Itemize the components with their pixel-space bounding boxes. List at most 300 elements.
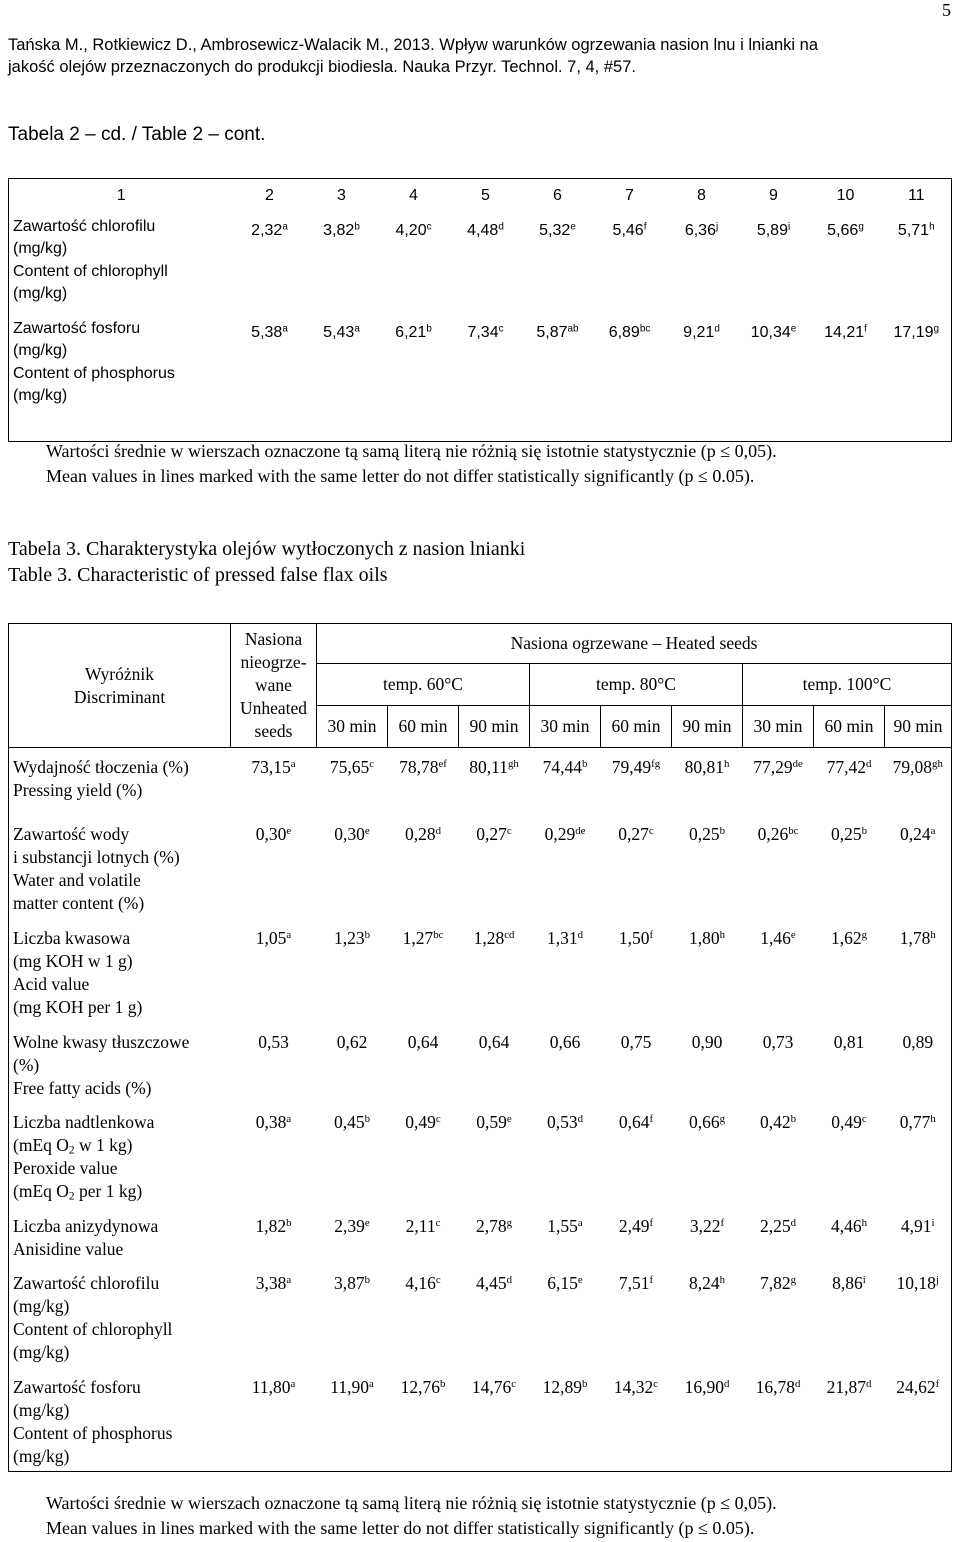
col-number: 7 (625, 187, 634, 204)
value: 5,46 (612, 221, 644, 239)
value-cell (450, 208, 522, 310)
significance-letter: d (865, 1377, 872, 1390)
value: 0,64 (478, 1031, 510, 1052)
row-label-line: Zawartość chlorofilu (13, 1272, 160, 1293)
table-row (9, 1368, 952, 1472)
row-label-line: Zawartość fosforu (13, 319, 141, 337)
value: 9,21 (683, 323, 715, 341)
discriminant-header-line: Discriminant (73, 686, 166, 707)
value: 0,49 (405, 1111, 436, 1132)
value-cell (530, 1368, 601, 1472)
discriminant-header-line: Wyróżnik (85, 663, 154, 684)
significance-letter: b (439, 1377, 446, 1390)
value: 10,18 (896, 1272, 936, 1293)
value-cell (601, 1023, 672, 1103)
value: 0,64 (618, 1111, 650, 1132)
table3-note-pl: Wartości średnie w wierszach oznaczone tą samą literą nie różnią się istotnie statystycznie (p ≤ 0,05). (46, 1493, 777, 1513)
significance-letter: a (368, 1377, 374, 1390)
value-cell (672, 815, 743, 919)
significance-letter: f (864, 323, 867, 335)
value: 80,81 (684, 757, 724, 777)
value-cell (743, 1368, 814, 1472)
value: 12,76 (400, 1376, 440, 1397)
value: 74,44 (542, 757, 582, 777)
row-label (9, 208, 234, 310)
value: 5,32 (539, 221, 571, 239)
value-cell (885, 1023, 952, 1103)
row-label-line: Liczba anizydynowa (13, 1215, 159, 1236)
significance-letter: c (435, 1216, 441, 1229)
row-label-line: Wydajność tłoczenia (%) (13, 757, 189, 777)
time-header: 90 min (885, 706, 952, 748)
value: 2,78 (475, 1215, 507, 1236)
row-label-line: Acid value (13, 973, 90, 994)
value-cell (743, 815, 814, 919)
value-cell (388, 815, 459, 919)
value-cell (530, 1103, 601, 1207)
value: 8,24 (688, 1272, 720, 1293)
value: 1,80 (688, 927, 720, 948)
col-number: 9 (769, 187, 778, 204)
significance-letter: gh (507, 758, 519, 771)
value: 24,62 (896, 1376, 936, 1397)
value: 14,32 (613, 1376, 654, 1397)
significance-letter: fg (651, 758, 661, 771)
significance-letter: b (364, 1112, 371, 1125)
value: 1,55 (547, 1215, 578, 1236)
significance-letter: h (723, 758, 730, 771)
value: 5,87 (536, 323, 568, 341)
significance-letter: d (723, 1377, 730, 1390)
value-cell (231, 1023, 317, 1103)
significance-letter: f (935, 1377, 940, 1390)
significance-letter: c (653, 1377, 659, 1390)
significance-letter: f (649, 1112, 654, 1125)
significance-letter: a (930, 824, 936, 837)
value: 11,80 (251, 1376, 291, 1397)
value-cell (601, 919, 672, 1023)
value-cell (601, 1103, 672, 1207)
time-header: 60 min (388, 706, 459, 748)
value-cell (601, 1207, 672, 1264)
value: 6,36 (684, 221, 716, 239)
value-cell (231, 1368, 317, 1472)
significance-letter: d (790, 1216, 797, 1229)
value: 0,89 (902, 1031, 934, 1052)
significance-letter: b (364, 928, 371, 941)
value: 7,82 (759, 1272, 791, 1293)
value-cell (810, 208, 882, 310)
significance-letter: c (648, 824, 654, 837)
value-cell (672, 1103, 743, 1207)
value-cell (743, 1023, 814, 1103)
col-number: 4 (409, 187, 418, 204)
unheated-header-line: wane (255, 675, 292, 695)
significance-letter: i (931, 1216, 935, 1229)
value-cell (885, 748, 952, 815)
table2-note-en: Mean values in lines marked with the same letter do not differ statistically significantly (p ≤ 0.05). (46, 466, 755, 486)
discriminant-header (9, 624, 231, 748)
significance-letter: c (506, 824, 512, 837)
value-cell (388, 1264, 459, 1368)
significance-letter: e (286, 824, 292, 837)
value-cell (450, 310, 522, 442)
row-label (9, 1207, 231, 1264)
value-cell (672, 1023, 743, 1103)
table3-caption-pl: Tabela 3. Charakterystyka olejów wytłoczonych z nasion lnianki (8, 538, 526, 560)
value-cell (459, 815, 530, 919)
significance-letter: d (577, 1112, 584, 1125)
value-cell (601, 1264, 672, 1368)
significance-letter: h (861, 1216, 868, 1229)
value: 0,59 (476, 1111, 507, 1132)
time-header: 30 min (743, 706, 814, 748)
value-cell (601, 815, 672, 919)
value-cell (317, 1103, 388, 1207)
table3-caption-en: Table 3. Characteristic of pressed false flax oils (8, 564, 388, 586)
value: 10,34 (750, 323, 791, 341)
value: 7,34 (467, 323, 499, 341)
value: 1,27 (402, 927, 434, 948)
value-cell (814, 815, 885, 919)
time-header: 30 min (317, 706, 388, 748)
value-cell (810, 310, 882, 442)
value: 79,08 (892, 757, 933, 777)
table2-note-pl: Wartości średnie w wierszach oznaczone tą samą literą nie różnią się istotnie statystycznie (p ≤ 0,05). (46, 441, 777, 461)
value-cell (672, 1368, 743, 1472)
value: 1,05 (255, 927, 287, 948)
value-cell (459, 1023, 530, 1103)
value-cell (234, 208, 306, 310)
value: 0,53 (546, 1111, 578, 1132)
value: 0,42 (759, 1111, 791, 1132)
value-cell (317, 1023, 388, 1103)
significance-letter: a (282, 323, 288, 335)
col-number: 2 (265, 187, 274, 204)
value-cell (530, 1264, 601, 1368)
value: 3,38 (255, 1272, 287, 1293)
value-cell (814, 1023, 885, 1103)
value-cell (882, 208, 952, 310)
row-label-line: (mg KOH w 1 g) (13, 950, 133, 971)
significance-letter: h (930, 1112, 936, 1125)
value: 0,38 (255, 1111, 287, 1132)
row-label-line: Zawartość wody (13, 823, 130, 844)
value: 78,78 (399, 757, 439, 777)
significance-letter: e (506, 1112, 512, 1125)
value-cell (814, 1264, 885, 1368)
value: 77,29 (753, 757, 793, 777)
value: 16,90 (684, 1376, 724, 1397)
value-cell (459, 1103, 530, 1207)
row-label-line: Anisidine value (13, 1238, 124, 1259)
row-label (9, 748, 231, 815)
value-cell (231, 1103, 317, 1207)
significance-letter: e (790, 323, 797, 335)
value: 1,23 (333, 927, 365, 948)
value-cell (672, 1264, 743, 1368)
value: 0,53 (258, 1031, 289, 1052)
value: 4,46 (830, 1215, 862, 1236)
unheated-header-line: seeds (254, 721, 293, 741)
value: 5,38 (251, 323, 283, 341)
significance-letter: h (930, 928, 936, 941)
significance-letter: bc (433, 928, 444, 941)
row-label-line: (mg/kg) (13, 1341, 70, 1362)
significance-letter: e (364, 824, 370, 837)
unheated-header (231, 624, 317, 748)
value-cell (306, 208, 378, 310)
time-header: 90 min (672, 706, 743, 748)
significance-letter: ab (567, 323, 579, 335)
value: 4,20 (395, 221, 427, 239)
value-cell (743, 748, 814, 815)
value-cell (388, 1207, 459, 1264)
value: 0,27 (476, 823, 507, 844)
value: 3,22 (689, 1215, 721, 1236)
value: 0,64 (407, 1031, 439, 1052)
row-label-line: Zawartość chlorofilu (13, 217, 156, 235)
significance-letter: d (506, 1273, 513, 1286)
value: 4,45 (475, 1272, 507, 1293)
value: 0,62 (336, 1031, 368, 1052)
unheated-header-line: Unheated (239, 698, 308, 718)
value-cell (814, 1103, 885, 1207)
value: 1,46 (760, 927, 791, 948)
value-cell (388, 1103, 459, 1207)
value-cell (672, 919, 743, 1023)
significance-letter: h (929, 221, 935, 233)
significance-letter: a (290, 1377, 296, 1390)
row-label-line: (%) (13, 1054, 40, 1075)
table2-header-row (9, 179, 952, 208)
significance-letter: c (435, 1112, 441, 1125)
significance-letter: a (354, 323, 360, 335)
significance-letter: f (649, 928, 654, 941)
table3-head-row-1 (9, 624, 952, 664)
significance-letter: a (577, 1216, 583, 1229)
value-cell (601, 1368, 672, 1472)
significance-letter: a (282, 221, 288, 233)
row-label-line: Content of chlorophyll (13, 262, 168, 280)
significance-letter: g (858, 221, 864, 233)
row-label (9, 1023, 231, 1103)
significance-letter: de (575, 824, 586, 837)
table-row (9, 1207, 952, 1264)
row-label-line: (mg/kg) (13, 387, 68, 404)
significance-letter: b (426, 323, 432, 335)
value: 0,30 (255, 823, 287, 844)
value-cell (231, 919, 317, 1023)
value: 1,82 (255, 1215, 287, 1236)
temp-60-header: temp. 60°C (317, 664, 530, 706)
significance-letter: b (719, 824, 726, 837)
value: 0,27 (618, 823, 649, 844)
value-cell (459, 919, 530, 1023)
col-number: 1 (116, 187, 126, 204)
value-cell (666, 208, 738, 310)
significance-letter: a (286, 1112, 292, 1125)
value: 0,30 (334, 823, 365, 844)
value-cell (885, 815, 952, 919)
value-cell (231, 1207, 317, 1264)
value: 3,82 (323, 221, 355, 239)
value: 0,45 (333, 1111, 365, 1132)
row-label-line: Free fatty acids (%) (13, 1077, 152, 1098)
value: 0,66 (688, 1111, 720, 1132)
value-cell (743, 919, 814, 1023)
value-cell (231, 1264, 317, 1368)
value: 2,49 (618, 1215, 650, 1236)
significance-letter: e (570, 221, 576, 233)
significance-letter: cd (504, 928, 515, 941)
value-cell (814, 919, 885, 1023)
value-cell (459, 748, 530, 815)
unheated-header-line: nieogrze- (240, 652, 307, 672)
table-row (9, 1103, 952, 1207)
value: 0,66 (549, 1031, 581, 1052)
value: 1,78 (899, 927, 931, 948)
time-header: 30 min (530, 706, 601, 748)
row-label-line: (mEq $O_2$ per 1 kg) (13, 1180, 143, 1202)
col-number: 11 (907, 187, 925, 204)
significance-letter: h (719, 928, 726, 941)
table-row (9, 208, 952, 310)
value-cell (522, 208, 594, 310)
row-label-line: Content of phosphorus (13, 1422, 173, 1443)
value: 21,87 (826, 1376, 866, 1397)
significance-letter: d (435, 824, 442, 837)
value: 79,49 (611, 757, 652, 777)
significance-letter: e (364, 1216, 370, 1229)
significance-letter: g (506, 1216, 513, 1229)
significance-letter: gh (932, 758, 943, 771)
value: 14,21 (824, 323, 865, 341)
row-label-line: Peroxide value (13, 1157, 118, 1178)
significance-letter: b (354, 221, 360, 233)
value-cell (388, 919, 459, 1023)
significance-letter: bc (639, 323, 651, 335)
heated-header: Nasiona ogrzewane – Heated seeds (317, 624, 952, 664)
significance-letter: g (933, 323, 940, 335)
significance-letter: h (719, 1273, 726, 1286)
value: 0,29 (544, 823, 576, 844)
value-cell (530, 1207, 601, 1264)
value-cell (594, 310, 666, 442)
value-cell (317, 748, 388, 815)
value-cell (594, 208, 666, 310)
value: 77,42 (826, 757, 866, 777)
value-cell (388, 1023, 459, 1103)
significance-letter: g (790, 1273, 797, 1286)
row-label (9, 1368, 231, 1472)
significance-letter: de (792, 758, 803, 771)
row-label-line: Content of chlorophyll (13, 1318, 173, 1339)
row-label-line: matter content (%) (13, 892, 145, 913)
value: 11,90 (330, 1376, 369, 1397)
value-cell (885, 1264, 952, 1368)
row-label (9, 1103, 231, 1207)
value: 5,43 (323, 323, 355, 341)
row-label (9, 1264, 231, 1368)
value-cell (388, 748, 459, 815)
row-label-line: (mg/kg) (13, 240, 68, 257)
significance-letter: c (511, 1377, 517, 1390)
significance-letter: b (364, 1273, 371, 1286)
significance-letter: ef (438, 758, 447, 771)
table3-note-en: Mean values in lines marked with the same letter do not differ statistically significantly (p ≤ 0.05). (46, 1518, 755, 1538)
significance-letter: g (719, 1112, 726, 1125)
value: 75,65 (329, 757, 370, 777)
value: 5,89 (756, 221, 788, 239)
table-row (9, 1264, 952, 1368)
significance-letter: b (581, 1377, 588, 1390)
row-label-line: (mg/kg) (13, 1445, 70, 1466)
significance-letter: e (790, 928, 796, 941)
value-cell (234, 310, 306, 442)
value-cell (743, 1207, 814, 1264)
value-cell (459, 1368, 530, 1472)
value: 4,16 (405, 1272, 436, 1293)
value: 4,91 (900, 1215, 932, 1236)
value: 1,31 (546, 927, 578, 948)
value-cell (885, 1207, 952, 1264)
value-cell (459, 1207, 530, 1264)
value-cell (530, 815, 601, 919)
value: 8,86 (832, 1272, 863, 1293)
significance-letter: c (435, 1273, 441, 1286)
value: 0,24 (900, 823, 931, 844)
row-label (9, 815, 231, 919)
significance-letter: b (581, 758, 588, 771)
value: 0,26 (757, 823, 789, 844)
page-number: 5 (942, 0, 951, 20)
table-row (9, 1023, 952, 1103)
significance-letter: b (286, 1216, 292, 1229)
significance-letter: j (715, 221, 719, 233)
value-cell (814, 1368, 885, 1472)
significance-letter: a (286, 1273, 292, 1286)
value-cell (672, 1207, 743, 1264)
value: 0,77 (899, 1111, 931, 1132)
value-cell (882, 310, 952, 442)
value: 14,76 (471, 1376, 512, 1397)
significance-letter: d (577, 928, 584, 941)
value: 0,73 (762, 1031, 794, 1052)
table-row (9, 748, 952, 815)
row-label-line: Pressing yield (%) (13, 780, 143, 800)
value: 0,90 (691, 1031, 723, 1052)
value: 3,87 (333, 1272, 365, 1293)
value-cell (666, 310, 738, 442)
table-row (9, 310, 952, 442)
row-label-line: Content of phosphorus (13, 364, 175, 382)
significance-letter: f (649, 1273, 654, 1286)
value-cell (738, 208, 810, 310)
significance-letter: a (286, 928, 292, 941)
value-cell (743, 1264, 814, 1368)
citation-line-2: jakość olejów przeznaczonych do produkcji biodiesla. Nauka Przyr. Technol. 7, 4, #57. (8, 58, 636, 76)
value-cell (378, 208, 450, 310)
value-cell (672, 748, 743, 815)
significance-letter: j (935, 1273, 939, 1286)
significance-letter: a (290, 758, 296, 771)
value: 73,15 (251, 757, 291, 777)
row-label (9, 919, 231, 1023)
value: 5,66 (827, 221, 859, 239)
significance-letter: i (787, 221, 791, 233)
value-cell (885, 919, 952, 1023)
